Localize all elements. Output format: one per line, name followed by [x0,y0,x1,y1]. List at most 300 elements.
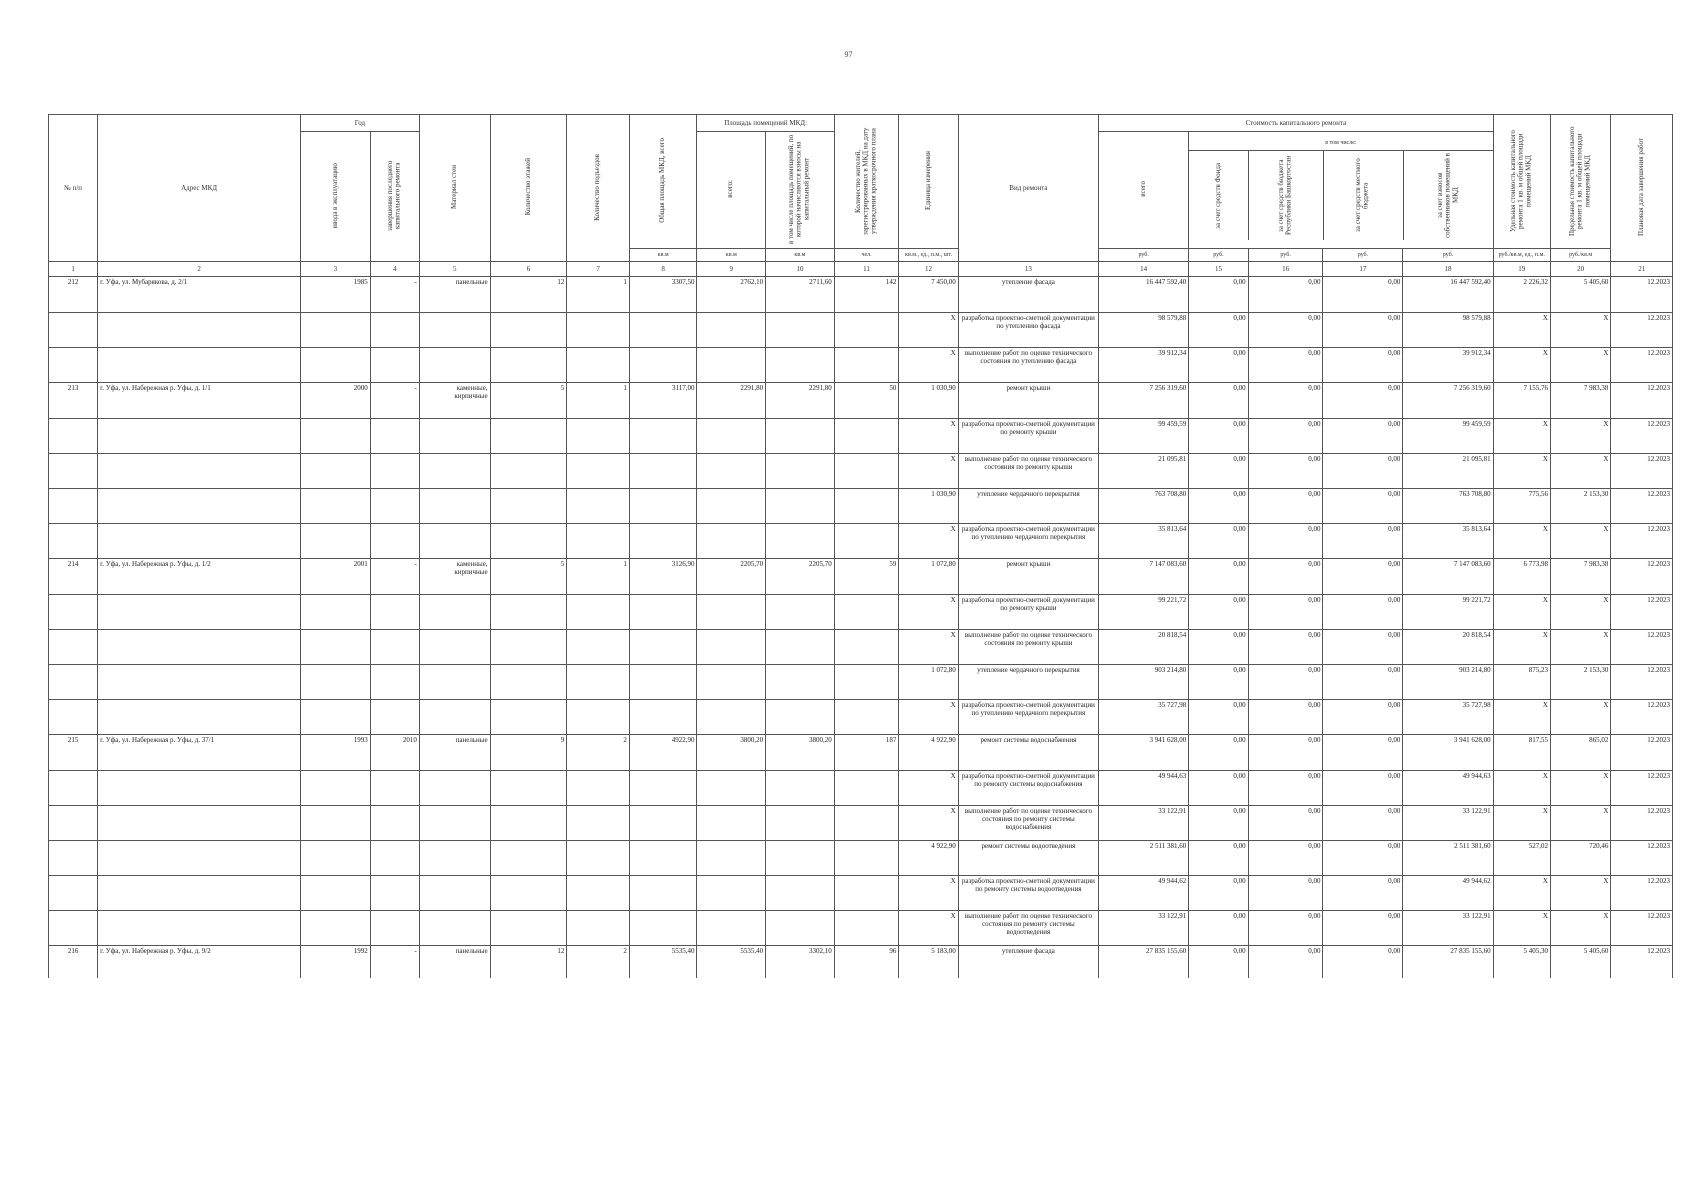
cost-total-cell: 35 727,98 [1099,700,1189,735]
column-number: 1 [49,262,98,277]
cost-local-cell: 0,00 [1323,313,1403,348]
cost-rb-cell: 0,00 [1248,348,1323,383]
year-commission-cell [301,489,371,524]
cost-local-cell: 0,00 [1323,665,1403,700]
cost-rb-cell: 0,00 [1248,559,1323,595]
floors-cell: 12 [490,946,567,979]
material-cell [419,630,490,665]
header-year-commission: ввода в эксплуатацию [301,132,371,262]
material-cell [419,595,490,630]
year-commission-cell: 1993 [301,735,371,771]
cost-rb-cell: 0,00 [1248,419,1323,454]
year-repair-cell [370,806,419,841]
header-wall-material: Материал стен [419,115,490,262]
floors-cell [490,806,567,841]
table-row [49,489,1673,524]
cost-fund-cell: 0,00 [1189,595,1248,630]
column-numbers-row [49,262,1673,277]
column-number: 15 [1189,262,1248,277]
total-area-cell [629,665,697,700]
year-repair-cell [370,595,419,630]
cost-local-cell: 0,00 [1323,911,1403,946]
quantity-cell: X [899,806,958,841]
premises-area-cell: 3800,20 [697,735,766,771]
cost-total-cell: 98 579,88 [1099,313,1189,348]
end-date-cell: 12.2023 [1611,277,1673,313]
contrib-area-cell [766,454,835,489]
residents-cell [834,313,899,348]
material-cell: каменные, кирпичные [419,559,490,595]
specific-cost-cell: X [1493,524,1550,559]
specific-cost-cell: 775,56 [1493,489,1550,524]
quantity-cell: X [899,595,958,630]
floors-cell [490,700,567,735]
row-number [49,630,98,665]
table-row [49,876,1673,911]
cost-total-cell: 27 835 155,60 [1099,946,1189,979]
specific-cost-cell: X [1493,911,1550,946]
floors-cell [490,911,567,946]
cost-fund-cell: 0,00 [1189,489,1248,524]
quantity-cell: X [899,348,958,383]
table-row [49,700,1673,735]
year-repair-cell: 2010 [370,735,419,771]
cost-owners-cell: 763 708,80 [1403,489,1493,524]
cost-rb-cell: 0,00 [1248,735,1323,771]
limit-cost-cell: X [1550,419,1610,454]
column-number: 2 [98,262,301,277]
quantity-cell: 1 072,80 [899,665,958,700]
cost-total-cell: 99 221,72 [1099,595,1189,630]
floors-cell [490,841,567,876]
floors-cell [490,348,567,383]
premises-area-cell [697,595,766,630]
year-repair-cell [370,700,419,735]
column-number: 16 [1248,262,1323,277]
cost-owners-cell: 16 447 592,40 [1403,277,1493,313]
address-cell [98,665,301,700]
cost-fund-cell: 0,00 [1189,454,1248,489]
table-row [49,277,1673,313]
cost-rb-cell: 0,00 [1248,665,1323,700]
residents-cell [834,524,899,559]
contrib-area-cell [766,419,835,454]
specific-cost-cell: 5 405,30 [1493,946,1550,979]
quantity-cell: X [899,630,958,665]
cost-rb-cell: 0,00 [1248,771,1323,806]
cost-total-cell: 763 708,80 [1099,489,1189,524]
end-date-cell: 12.2023 [1611,489,1673,524]
entrances-cell: 1 [567,277,629,313]
header-cost-local: за счет средств местного бюджета [1354,158,1371,233]
cost-fund-cell: 0,00 [1189,419,1248,454]
year-commission-cell [301,313,371,348]
column-number: 11 [834,262,899,277]
premises-area-cell [697,771,766,806]
column-number: 3 [301,262,371,277]
premises-area-cell [697,524,766,559]
material-cell [419,911,490,946]
limit-cost-cell: 5 405,60 [1550,277,1610,313]
end-date-cell: 12.2023 [1611,735,1673,771]
residents-cell: 96 [834,946,899,979]
premises-area-cell [697,665,766,700]
table-row [49,454,1673,489]
cost-owners-cell: 35 727,98 [1403,700,1493,735]
end-date-cell: 12.2023 [1611,419,1673,454]
cost-fund-cell: 0,00 [1189,630,1248,665]
contrib-area-cell [766,911,835,946]
year-commission-cell [301,911,371,946]
quantity-cell: X [899,419,958,454]
row-number [49,313,98,348]
cost-fund-cell: 0,00 [1189,841,1248,876]
end-date-cell: 12.2023 [1611,630,1673,665]
row-number [49,348,98,383]
column-number: 18 [1403,262,1493,277]
total-area-cell [629,595,697,630]
cost-rb-cell: 0,00 [1248,806,1323,841]
unit-cell: руб./кв.м [1550,249,1610,262]
unit-cell: кв.м., ед., п.м., шт. [899,249,958,262]
repair-type-cell: утепление фасада [958,946,1098,979]
repair-type-cell: разработка проектно-сметной документации по ремонту крыши [958,419,1098,454]
row-number [49,806,98,841]
limit-cost-cell: X [1550,700,1610,735]
cost-rb-cell: 0,00 [1248,946,1323,979]
material-cell [419,700,490,735]
material-cell [419,806,490,841]
header-cost-total: всего [1099,132,1189,249]
cost-owners-cell: 98 579,88 [1403,313,1493,348]
specific-cost-cell: X [1493,876,1550,911]
table-row [49,559,1673,595]
cost-local-cell: 0,00 [1323,630,1403,665]
residents-cell [834,806,899,841]
end-date-cell: 12.2023 [1611,771,1673,806]
contrib-area-cell [766,595,835,630]
entrances-cell [567,876,629,911]
table-row [49,313,1673,348]
end-date-cell: 12.2023 [1611,559,1673,595]
cost-local-cell: 0,00 [1323,559,1403,595]
column-number: 20 [1550,262,1610,277]
unit-cell: кв.м [697,249,766,262]
header-entrances: Количество подъездов [567,115,629,262]
cost-local-cell: 0,00 [1323,946,1403,979]
quantity-cell: 1 030,90 [899,383,958,419]
repair-type-cell: разработка проектно-сметной документации по утеплению чердачного перекрытия [958,524,1098,559]
specific-cost-cell: X [1493,348,1550,383]
specific-cost-cell: X [1493,630,1550,665]
end-date-cell: 12.2023 [1611,595,1673,630]
header-premises-total: всего: [697,132,766,249]
total-area-cell [629,454,697,489]
total-area-cell [629,911,697,946]
cost-owners-cell: 49 944,62 [1403,876,1493,911]
header-including-group [1189,132,1493,249]
end-date-cell: 12.2023 [1611,700,1673,735]
year-repair-cell [370,771,419,806]
limit-cost-cell: 7 983,38 [1550,559,1610,595]
address-cell [98,524,301,559]
table-row [49,665,1673,700]
limit-cost-cell: 5 405,60 [1550,946,1610,979]
quantity-cell: 7 450,00 [899,277,958,313]
premises-area-cell: 2762,10 [697,277,766,313]
repair-type-cell: утепление фасада [958,277,1098,313]
year-commission-cell: 2001 [301,559,371,595]
total-area-cell: 3307,50 [629,277,697,313]
unit-cell: руб. [1248,249,1323,262]
limit-cost-cell: X [1550,630,1610,665]
column-number: 21 [1611,262,1673,277]
cost-fund-cell: 0,00 [1189,524,1248,559]
limit-cost-cell: 865,02 [1550,735,1610,771]
year-commission-cell [301,876,371,911]
year-repair-cell [370,348,419,383]
header-cost-owners: за счет взносов собственников помещений в МКД [1435,153,1459,239]
year-commission-cell [301,841,371,876]
total-area-cell: 3117,00 [629,383,697,419]
repair-type-cell: утепление чердачного перекрытия [958,665,1098,700]
cost-rb-cell: 0,00 [1248,454,1323,489]
cost-fund-cell: 0,00 [1189,700,1248,735]
repair-type-cell: ремонт системы водоотведения [958,841,1098,876]
row-number: 213 [49,383,98,419]
column-number: 6 [490,262,567,277]
address-cell [98,454,301,489]
header-floors: Количество этажей [490,115,567,262]
material-cell [419,313,490,348]
quantity-cell: X [899,700,958,735]
cost-total-cell: 33 122,91 [1099,911,1189,946]
quantity-cell: X [899,911,958,946]
cost-local-cell: 0,00 [1323,277,1403,313]
table-row [49,524,1673,559]
material-cell [419,454,490,489]
limit-cost-cell: X [1550,911,1610,946]
year-commission-cell [301,454,371,489]
floors-cell: 5 [490,559,567,595]
contrib-area-cell: 2291,80 [766,383,835,419]
cost-owners-cell: 3 941 628,00 [1403,735,1493,771]
specific-cost-cell: 2 226,32 [1493,277,1550,313]
floors-cell [490,595,567,630]
repair-type-cell: разработка проектно-сметной документации по утеплению фасада [958,313,1098,348]
entrances-cell [567,700,629,735]
total-area-cell: 3126,90 [629,559,697,595]
entrances-cell [567,665,629,700]
specific-cost-cell: 875,23 [1493,665,1550,700]
cost-total-cell: 20 818,54 [1099,630,1189,665]
entrances-cell [567,489,629,524]
premises-area-cell [697,806,766,841]
address-cell [98,348,301,383]
repair-type-cell: утепление чердачного перекрытия [958,489,1098,524]
year-commission-cell [301,665,371,700]
address-cell [98,489,301,524]
end-date-cell: 12.2023 [1611,348,1673,383]
row-number: 216 [49,946,98,979]
year-repair-cell [370,665,419,700]
total-area-cell [629,700,697,735]
limit-cost-cell: X [1550,313,1610,348]
unit-cell: кв.м [629,249,697,262]
year-repair-cell [370,911,419,946]
header-premises-contrib: в том числе площадь помещений, по которой начисляются взносы на капитальный ремонт [766,132,835,249]
page-number: 97 [844,50,853,59]
header-year: Год [301,115,420,132]
cost-local-cell: 0,00 [1323,524,1403,559]
column-number: 4 [370,262,419,277]
address-cell [98,876,301,911]
residents-cell [834,876,899,911]
contrib-area-cell [766,841,835,876]
premises-area-cell [697,454,766,489]
table-row [49,348,1673,383]
contrib-area-cell [766,348,835,383]
residents-cell [834,665,899,700]
quantity-cell: X [899,454,958,489]
header-end-date: Плановая дата завершения работ [1611,115,1673,262]
year-repair-cell: - [370,559,419,595]
material-cell: панельные [419,735,490,771]
residents-cell [834,771,899,806]
end-date-cell: 12.2023 [1611,313,1673,348]
column-number: 9 [697,262,766,277]
year-commission-cell [301,419,371,454]
quantity-cell: X [899,876,958,911]
total-area-cell [629,348,697,383]
entrances-cell [567,595,629,630]
cost-fund-cell: 0,00 [1189,946,1248,979]
cost-owners-cell: 2 511 381,60 [1403,841,1493,876]
contrib-area-cell [766,489,835,524]
address-cell: г. Уфа, ул. Мубарякова, д. 2/1 [98,277,301,313]
table-row [49,946,1673,979]
repair-type-cell: выполнение работ по оценке технического состояния по ремонту системы водоотведения [958,911,1098,946]
material-cell: панельные [419,946,490,979]
table-row [49,383,1673,419]
cost-rb-cell: 0,00 [1248,630,1323,665]
row-number [49,841,98,876]
year-repair-cell [370,630,419,665]
address-cell: г. Уфа, ул. Набережная р. Уфы, д. 1/1 [98,383,301,419]
material-cell [419,876,490,911]
limit-cost-cell: 720,46 [1550,841,1610,876]
end-date-cell: 12.2023 [1611,841,1673,876]
repair-type-cell: выполнение работ по оценке технического состояния по ремонту системы водоснабжения [958,806,1098,841]
year-commission-cell [301,348,371,383]
repair-type-cell: ремонт системы водоснабжения [958,735,1098,771]
residents-cell [834,911,899,946]
contrib-area-cell [766,313,835,348]
quantity-cell: 4 922,90 [899,841,958,876]
cost-rb-cell: 0,00 [1248,489,1323,524]
entrances-cell: 1 [567,383,629,419]
cost-fund-cell: 0,00 [1189,383,1248,419]
floors-cell: 5 [490,383,567,419]
contrib-area-cell [766,771,835,806]
table-row [49,595,1673,630]
repair-type-cell: выполнение работ по оценке технического состояния по ремонту крыши [958,630,1098,665]
contrib-area-cell: 3800,20 [766,735,835,771]
year-repair-cell [370,876,419,911]
specific-cost-cell: 527,02 [1493,841,1550,876]
header-cost-fund: за счет средств Фонда [1213,162,1222,229]
residents-cell [834,348,899,383]
header-residents: Количество жителей, зарегистрированных в МКД на дату утверждения краткосрочного плана [834,115,899,249]
cost-fund-cell: 0,00 [1189,876,1248,911]
year-repair-cell [370,524,419,559]
cost-total-cell: 33 122,91 [1099,806,1189,841]
premises-area-cell [697,841,766,876]
row-number [49,700,98,735]
cost-total-cell: 903 214,80 [1099,665,1189,700]
cost-local-cell: 0,00 [1323,489,1403,524]
floors-cell [490,630,567,665]
cost-rb-cell: 0,00 [1248,383,1323,419]
total-area-cell [629,771,697,806]
specific-cost-cell: 7 155,76 [1493,383,1550,419]
header-address: Адрес МКД [98,115,301,262]
premises-area-cell [697,348,766,383]
limit-cost-cell: X [1550,348,1610,383]
year-commission-cell [301,630,371,665]
cost-fund-cell: 0,00 [1189,313,1248,348]
material-cell [419,665,490,700]
quantity-cell: 5 183,00 [899,946,958,979]
row-number [49,665,98,700]
cost-fund-cell: 0,00 [1189,348,1248,383]
column-number: 14 [1099,262,1189,277]
entrances-cell [567,630,629,665]
row-number: 215 [49,735,98,771]
entrances-cell [567,348,629,383]
residents-cell [834,454,899,489]
residents-cell: 50 [834,383,899,419]
cost-total-cell: 21 095,81 [1099,454,1189,489]
cost-rb-cell: 0,00 [1248,595,1323,630]
limit-cost-cell: 2 153,30 [1550,489,1610,524]
contrib-area-cell [766,806,835,841]
repair-type-cell: ремонт крыши [958,559,1098,595]
premises-area-cell [697,313,766,348]
cost-fund-cell: 0,00 [1189,911,1248,946]
table-row [49,806,1673,841]
specific-cost-cell: 6 773,98 [1493,559,1550,595]
total-area-cell [629,630,697,665]
cost-local-cell: 0,00 [1323,348,1403,383]
cost-owners-cell: 7 256 319,60 [1403,383,1493,419]
end-date-cell: 12.2023 [1611,911,1673,946]
residents-cell [834,595,899,630]
floors-cell: 12 [490,277,567,313]
column-number: 17 [1323,262,1403,277]
limit-cost-cell: X [1550,771,1610,806]
year-commission-cell [301,771,371,806]
cost-local-cell: 0,00 [1323,700,1403,735]
quantity-cell: 4 922,90 [899,735,958,771]
floors-cell: 9 [490,735,567,771]
entrances-cell [567,313,629,348]
repair-type-cell: разработка проектно-сметной документации по утеплению чердачного перекрытия [958,700,1098,735]
limit-cost-cell: X [1550,454,1610,489]
total-area-cell [629,876,697,911]
address-cell [98,700,301,735]
unit-cell: руб. [1323,249,1403,262]
